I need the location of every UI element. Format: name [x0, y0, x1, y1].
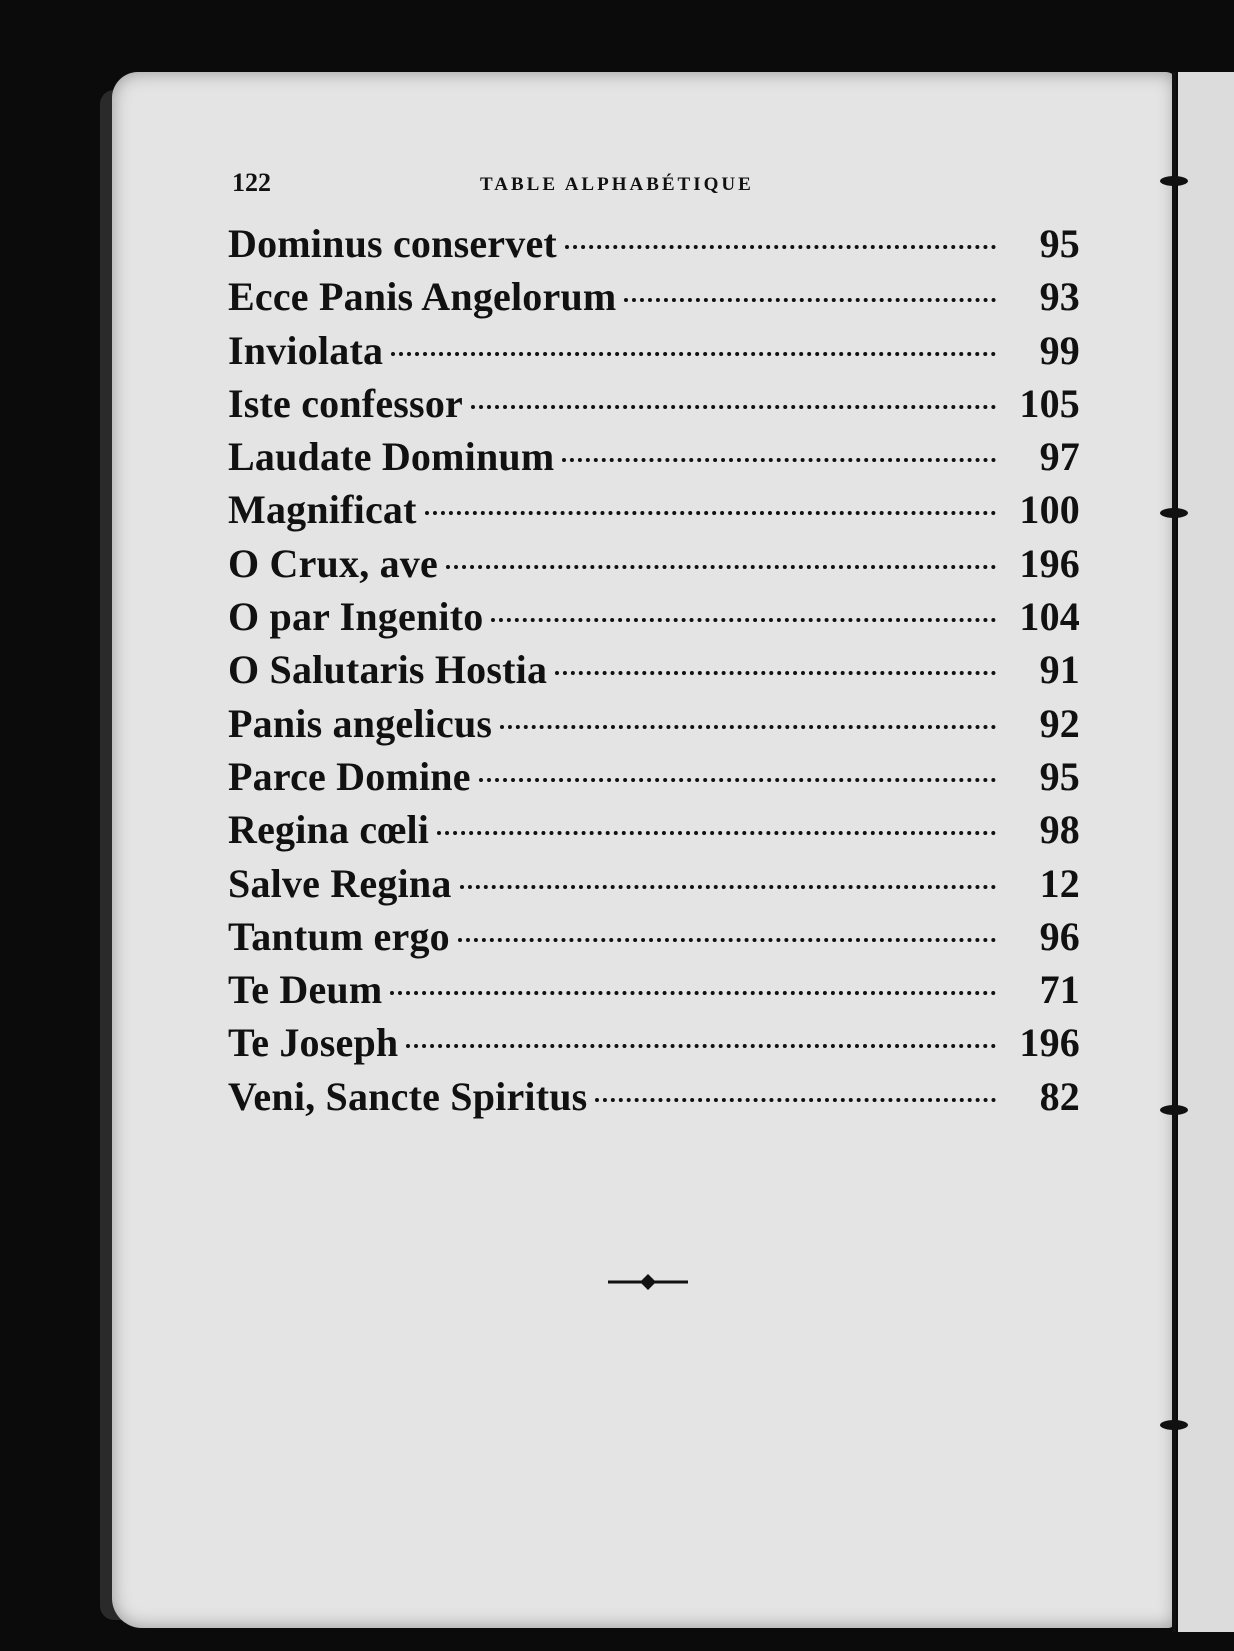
dot-leader	[406, 1044, 996, 1048]
binding-stitch-icon	[1160, 1105, 1188, 1115]
toc-entry-title: Dominus conservet	[228, 221, 557, 266]
dot-leader	[391, 352, 996, 356]
toc-entry	[228, 486, 1080, 539]
table-of-contents	[228, 220, 1080, 1126]
toc-entry-title: Panis angelicus	[228, 700, 493, 746]
toc-entry	[228, 273, 1080, 326]
dot-leader	[565, 245, 996, 249]
toc-entry-page: 92	[1039, 700, 1080, 746]
binding-stitch-icon	[1160, 176, 1188, 186]
dot-leader	[471, 405, 996, 409]
dot-leader	[624, 298, 996, 302]
page-header	[232, 168, 1052, 204]
toc-entry-page: 99	[1039, 327, 1080, 373]
toc-entry-title: O Crux, ave	[228, 540, 438, 586]
dot-leader	[437, 831, 996, 835]
toc-entry	[228, 220, 1080, 273]
toc-entry-page: 196	[1019, 1020, 1080, 1066]
facing-page-edge	[1178, 72, 1234, 1632]
toc-entry-title: Salve Regina	[228, 860, 452, 906]
toc-entry	[228, 433, 1080, 486]
toc-entry-title: Regina cœli	[228, 807, 430, 853]
dot-leader	[460, 885, 996, 889]
dot-leader	[446, 565, 996, 569]
toc-entry-page: 105	[1019, 380, 1080, 426]
toc-entry-title: Inviolata	[228, 327, 384, 373]
toc-entry	[228, 646, 1080, 699]
toc-entry-page: 96	[1039, 913, 1080, 959]
binding-stitch-icon	[1160, 508, 1188, 518]
toc-entry-page: 196	[1019, 540, 1080, 586]
toc-entry-page: 104	[1019, 594, 1080, 640]
toc-entry-page: 93	[1039, 274, 1080, 320]
toc-entry	[228, 966, 1080, 1019]
toc-entry	[228, 380, 1080, 433]
dot-leader	[425, 511, 996, 515]
toc-entry	[228, 1073, 1080, 1126]
toc-entry-page: 95	[1039, 221, 1080, 266]
dot-leader	[562, 458, 996, 462]
dot-leader	[500, 725, 996, 729]
toc-entry-title: Laudate Dominum	[228, 434, 555, 480]
toc-entry	[228, 913, 1080, 966]
diamond-rule-icon	[608, 1270, 688, 1294]
toc-entry	[228, 1019, 1080, 1072]
toc-entry	[228, 540, 1080, 593]
toc-entry-title: Te Deum	[228, 967, 383, 1013]
toc-entry-title: Magnificat	[228, 487, 417, 533]
toc-entry	[228, 753, 1080, 806]
toc-entry	[228, 327, 1080, 380]
toc-entry-page: 91	[1039, 647, 1080, 693]
toc-entry-page: 95	[1039, 753, 1080, 799]
dot-leader	[479, 778, 996, 782]
toc-entry-title: Iste confessor	[228, 380, 463, 426]
toc-entry	[228, 806, 1080, 859]
toc-entry-page: 12	[1039, 860, 1080, 906]
toc-entry-title: Ecce Panis Angelorum	[228, 274, 617, 320]
gutter-fold	[1172, 72, 1176, 1632]
toc-entry	[228, 593, 1080, 646]
dot-leader	[555, 671, 996, 675]
toc-entry-page: 82	[1039, 1073, 1080, 1119]
toc-entry-title: Veni, Sancte Spiritus	[228, 1073, 588, 1119]
toc-entry-page: 71	[1039, 967, 1080, 1013]
dot-leader	[458, 938, 996, 942]
toc-entry-title: Te Joseph	[228, 1020, 399, 1066]
page-number: 122	[232, 168, 271, 197]
running-head: TABLE ALPHABÉTIQUE	[480, 174, 754, 195]
toc-entry-page: 98	[1039, 807, 1080, 853]
toc-entry-title: O par Ingenito	[228, 594, 484, 640]
toc-entry-page: 97	[1039, 434, 1080, 480]
toc-entry-title: Parce Domine	[228, 753, 471, 799]
toc-entry	[228, 700, 1080, 753]
toc-entry	[228, 860, 1080, 913]
dot-leader	[491, 618, 996, 622]
dot-leader	[390, 991, 996, 995]
toc-entry-page: 100	[1019, 487, 1080, 533]
toc-entry-title: O Salutaris Hostia	[228, 647, 548, 693]
toc-entry-title: Tantum ergo	[228, 913, 450, 959]
binding-stitch-icon	[1160, 1420, 1188, 1430]
dot-leader	[595, 1098, 996, 1102]
